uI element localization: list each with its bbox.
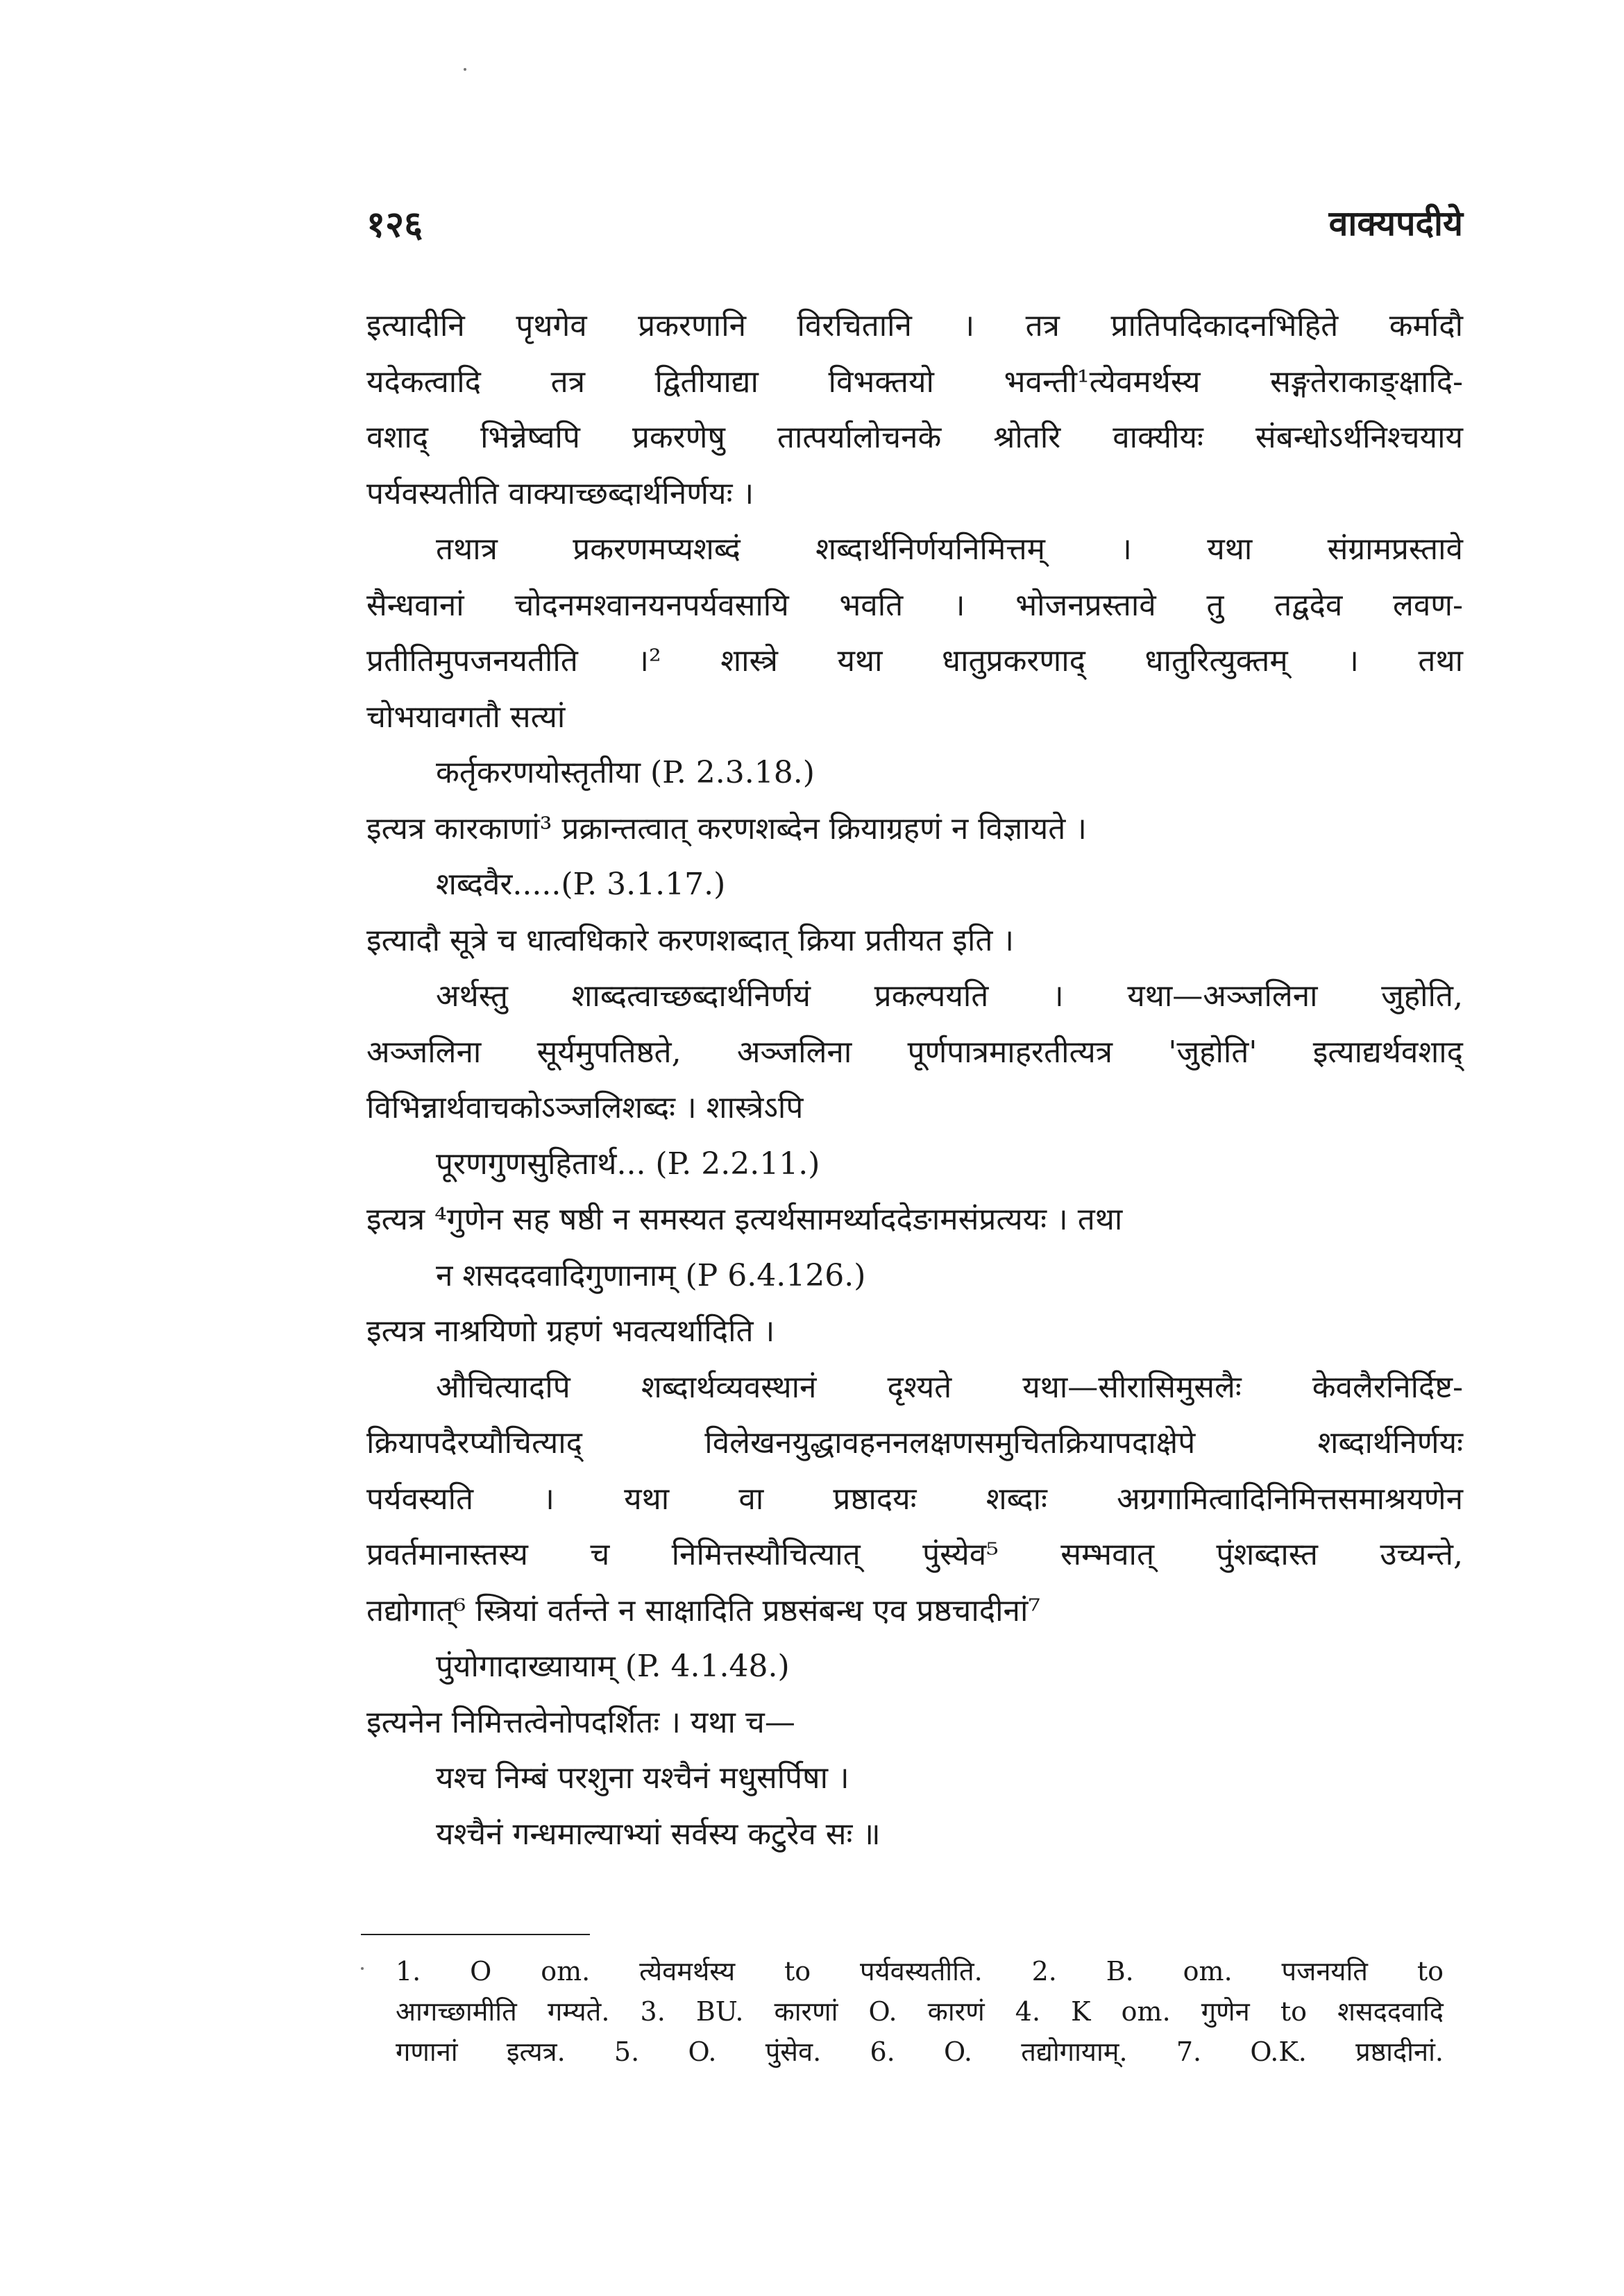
text-line: इत्यत्र ⁴गुणेन सह षष्ठी न समस्यत इत्यर्थसामर्थ्याददेङामसंप्रत्ययः । तथा	[366, 1202, 1123, 1237]
sutra-quote: न शसददवादिगुणानाम् (P 6.4.126.)	[436, 1257, 866, 1293]
running-title: वाक्यपदीये	[1328, 203, 1463, 244]
text-line: चोभयावगतौ सत्यां	[366, 699, 566, 735]
text-line: क्रियापदैरप्यौचित्याद् विलेखनयुद्धावहननलक्षणसमुचितक्रियापदाक्षेपे शब्दार्थनिर्णयः	[366, 1425, 1463, 1461]
text-line: वशाद् भिन्नेष्वपि प्रकरणेषु तात्पर्यालोचनके श्रोतरि वाक्यीयः संबन्धोऽर्थनिश्चयाय	[366, 420, 1463, 455]
scan-speck	[361, 1967, 364, 1970]
page-header	[366, 198, 1463, 254]
footnotes	[396, 1951, 1444, 2072]
text-line: इत्यादीनि पृथगेव प्रकरणानि विरचितानि । तत्र प्रातिपदिकादनभिहिते कर्मादौ	[366, 308, 1463, 343]
body-text	[366, 298, 1463, 1862]
text-line: विभिन्नार्थवाचकोऽञ्जलिशब्दः । शास्त्रेऽपि	[366, 1090, 804, 1125]
text-line: सैन्धवानां चोदनमश्वानयनपर्यवसायि भवति । भोजनप्रस्तावे तु तद्वदेव लवण-	[366, 587, 1463, 623]
text-line: प्रवर्तमानास्तस्य च निमित्तस्यौचित्यात् पुंस्येव⁵ सम्भवात् पुंशब्दास्त उच्यन्ते,	[366, 1537, 1463, 1572]
verse-line: यश्च निम्बं परशुना यश्चैनं मधुसर्पिषा ।	[436, 1760, 849, 1796]
footnote-divider	[361, 1934, 590, 1935]
footnote-line: 1. O om. त्येवमर्थस्य to पर्यवस्यतीति. 2. B. om. पजनयति to	[396, 1956, 1444, 1987]
paragraph-start: अर्थस्तु शाब्दत्वाच्छब्दार्थनिर्णयं प्रकल्पयति । यथा—अञ्जलिना जुहोति,	[436, 978, 1463, 1014]
text-line: पर्यवस्यति । यथा वा प्रष्ठादयः शब्दाः अग्रगामित्वादिनिमित्तसमाश्रयणेन	[366, 1481, 1463, 1517]
page-number: १२६	[366, 203, 423, 246]
sutra-quote: कर्तृकरणयोस्तृतीया (P. 2.3.18.)	[436, 755, 815, 790]
verse-line: यश्चैनं गन्धमाल्याभ्यां सर्वस्य कटुरेव सः ॥	[436, 1816, 881, 1852]
text-line: इत्यत्र कारकाणां³ प्रक्रान्तत्वात् करणशब्देन क्रियाग्रहणं न विज्ञायते ।	[366, 810, 1087, 847]
paragraph-start: तथात्र प्रकरणमप्यशब्दं शब्दार्थनिर्णयनिमित्तम् । यथा संग्रामप्रस्तावे	[436, 532, 1463, 567]
text-line: पर्यवस्यतीति वाक्याच्छब्दार्थनिर्णयः ।	[366, 475, 754, 511]
text-line: प्रतीतिमुपजनयतीति ।² शास्त्रे यथा धातुप्रकरणाद् धातुरित्युक्तम् । तथा	[366, 643, 1463, 679]
text-line: इत्यत्र नाश्रयिणो ग्रहणं भवत्यर्थादिति ।	[366, 1313, 775, 1349]
text-line: तद्योगात्⁶ स्त्रियां वर्तन्ते न साक्षादिति प्रष्ठसंबन्ध एव प्रष्ठचादीनां⁷	[366, 1592, 1040, 1629]
paragraph-start: औचित्यादपि शब्दार्थव्यवस्थानं दृश्यते यथा—सीरासिमुसलैः केवलैरनिर्दिष्ट-	[436, 1369, 1463, 1405]
scan-speck	[464, 68, 466, 71]
sutra-quote: पूरणगुणसुहितार्थ... (P. 2.2.11.)	[436, 1146, 820, 1182]
footnote-line: गणानां इत्यत्र. 5. O. पुंसेव. 6. O. तद्योगायाम्. 7. O.K. प्रष्ठादीनां.	[396, 2036, 1444, 2067]
sutra-quote: पुंयोगादाख्यायाम् (P. 4.1.48.)	[436, 1649, 790, 1684]
footnote-line: आगच्छामीति गम्यते. 3. BU. कारणां O. कारणं 4. K om. गुणेन to शसददवादि	[396, 1996, 1444, 2027]
sutra-quote: शब्दवैर.....(P. 3.1.17.)	[436, 867, 726, 902]
text-line: यदेकत्वादि तत्र द्वितीयाद्या विभक्तयो भवन्ती¹त्येवमर्थस्य सङ्गतेराकाङ्क्षादि-	[366, 364, 1463, 400]
text-line: अञ्जलिना सूर्यमुपतिष्ठते, अञ्जलिना पूर्णपात्रमाहरतीत्यत्र 'जुहोति' इत्याद्यर्थवशाद्	[366, 1034, 1463, 1070]
text-line: इत्यनेन निमित्तत्वेनोपदर्शितः । यथा च—	[366, 1704, 795, 1740]
text-line: इत्यादौ सूत्रे च धात्वधिकारे करणशब्दात् क्रिया प्रतीयत इति ।	[366, 922, 1015, 958]
